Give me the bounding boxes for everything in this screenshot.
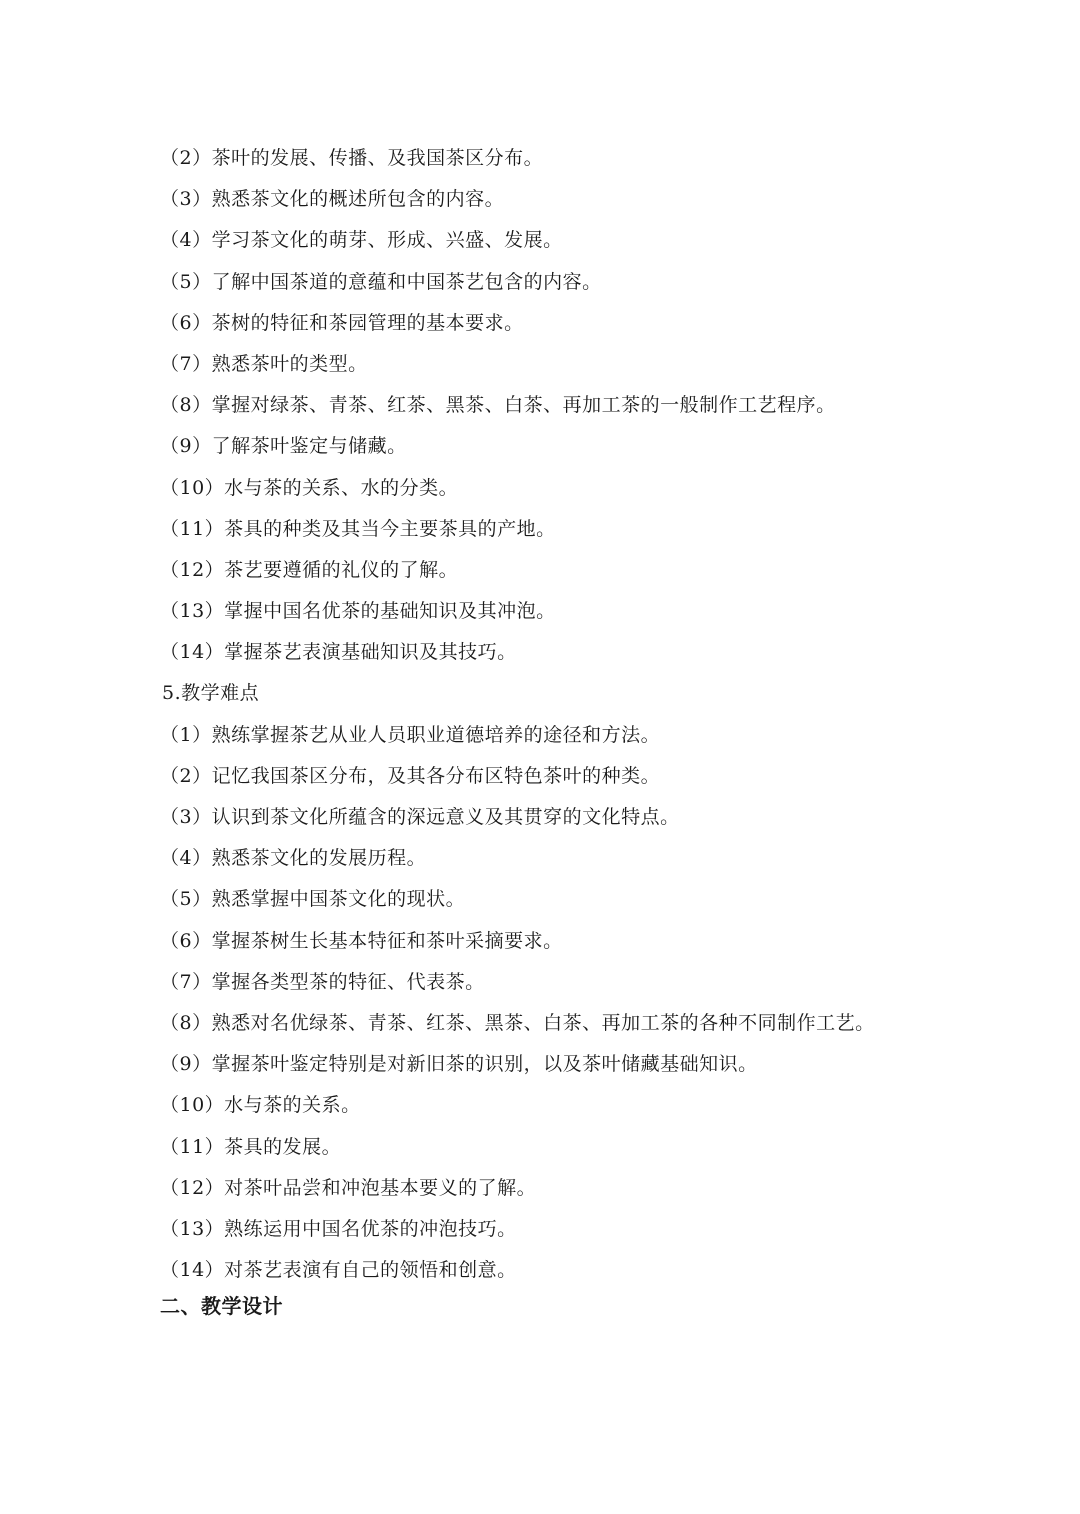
list-item: （8）熟悉对名优绿茶、青茶、红茶、黑茶、白茶、再加工茶的各种不同制作工艺。 bbox=[160, 1011, 875, 1034]
list-item: （6）茶树的特征和茶园管理的基本要求。 bbox=[160, 311, 524, 334]
list-item: （10）水与茶的关系。 bbox=[160, 1094, 361, 1117]
list-item: （14）对茶艺表演有自己的领悟和创意。 bbox=[160, 1259, 517, 1282]
content-block bbox=[160, 138, 1000, 1291]
list-item: （5）了解中国茶道的意蕴和中国茶艺包含的内容。 bbox=[160, 270, 602, 293]
list-item: （4）学习茶文化的萌芽、形成、兴盛、发展。 bbox=[160, 229, 563, 252]
list-item: （7）掌握各类型茶的特征、代表茶。 bbox=[160, 970, 485, 993]
difficulties-heading: 5.教学难点 bbox=[162, 682, 260, 705]
list-item: （2）茶叶的发展、传播、及我国茶区分布。 bbox=[160, 147, 544, 169]
difficulties-list bbox=[160, 715, 1000, 1292]
list-item: （4）熟悉茶文化的发展历程。 bbox=[160, 847, 427, 870]
list-item: （7）熟悉茶叶的类型。 bbox=[160, 352, 368, 375]
list-item: （3）认识到茶文化所蕴含的深远意义及其贯穿的文化特点。 bbox=[160, 806, 680, 828]
section-title: 二、教学设计 bbox=[160, 1294, 283, 1318]
key-points-list bbox=[160, 138, 1000, 673]
list-item: （3）熟悉茶文化的概述所包含的内容。 bbox=[160, 188, 505, 211]
list-item: （13）掌握中国名优茶的基础知识及其冲泡。 bbox=[160, 600, 556, 623]
list-item: （12）茶艺要遵循的礼仪的了解。 bbox=[160, 558, 459, 581]
list-item: （14）掌握茶艺表演基础知识及其技巧。 bbox=[160, 641, 517, 664]
list-item: （9）了解茶叶鉴定与储藏。 bbox=[160, 435, 407, 458]
list-item: （13）熟练运用中国名优茶的冲泡技巧。 bbox=[160, 1217, 517, 1240]
list-item: （11）茶具的发展。 bbox=[160, 1135, 342, 1158]
list-item: （12）对茶叶品尝和冲泡基本要义的了解。 bbox=[160, 1176, 537, 1199]
list-item: （5）熟悉掌握中国茶文化的现状。 bbox=[160, 888, 466, 911]
list-item: （9）掌握茶叶鉴定特别是对新旧茶的识别，以及茶叶储藏基础知识。 bbox=[160, 1053, 758, 1076]
list-item: （8）掌握对绿茶、青茶、红茶、黑茶、白茶、再加工茶的一般制作工艺程序。 bbox=[160, 394, 836, 417]
list-item: （1）熟练掌握茶艺从业人员职业道德培养的途径和方法。 bbox=[160, 723, 661, 746]
list-item: （6）掌握茶树生长基本特征和茶叶采摘要求。 bbox=[160, 929, 563, 952]
list-item: （2）记忆我国茶区分布，及其各分布区特色茶叶的种类。 bbox=[160, 764, 661, 787]
list-item: （11）茶具的种类及其当今主要茶具的产地。 bbox=[160, 517, 556, 540]
list-item: （10）水与茶的关系、水的分类。 bbox=[160, 476, 459, 499]
